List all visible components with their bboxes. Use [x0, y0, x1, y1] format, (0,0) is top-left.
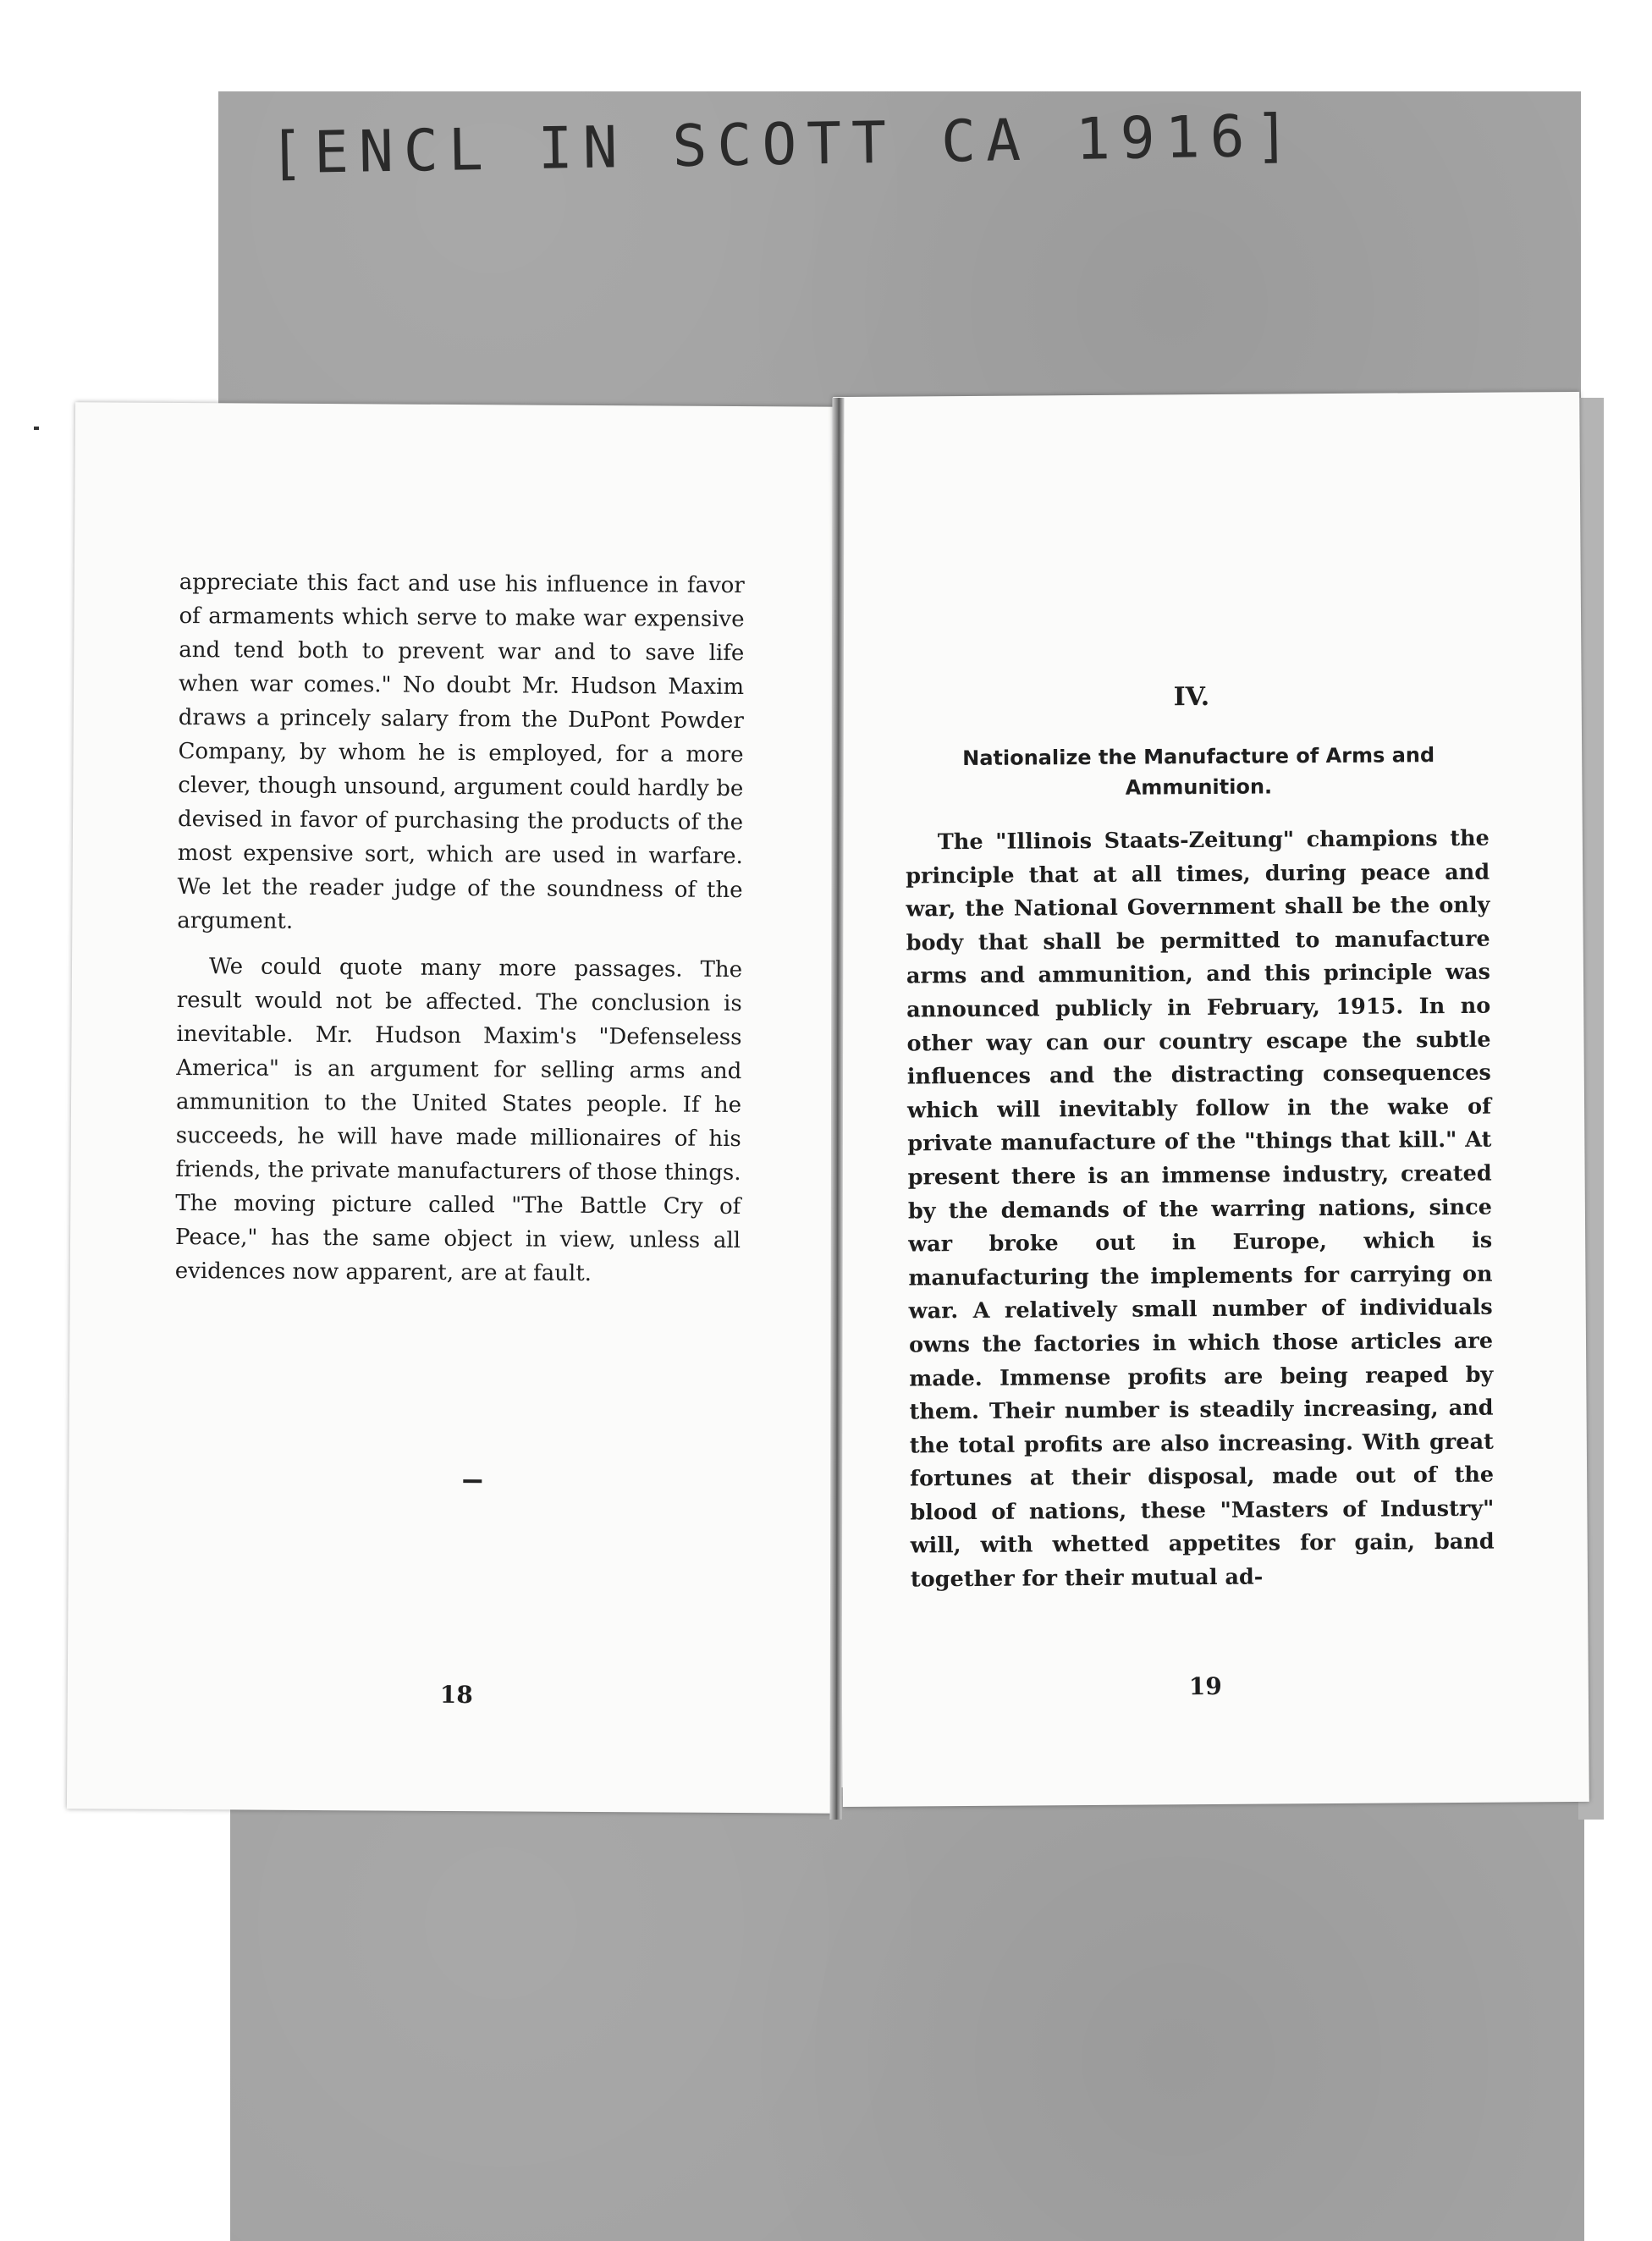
book-gutter	[830, 398, 845, 1820]
scan-speck	[34, 427, 39, 430]
page-number-left: 18	[439, 1680, 473, 1710]
handwritten-note: [ENCL IN SCOTT CA 1916]	[268, 102, 1301, 188]
chapter-numeral: IV.	[1173, 682, 1210, 713]
left-page-body	[175, 565, 745, 1303]
backing-sheet-bottom	[230, 1787, 1584, 2241]
page-number-right: 19	[1188, 1671, 1222, 1701]
right-page-body	[906, 823, 1495, 1609]
left-paragraph-1: appreciate this fact and use his influence in favor of armaments which serve to make war expensive and tend both to prevent war and to save life when war comes." No doubt Mr. Hudson Maxim draws a princely salary from the DuPont Powder Company, by whom he is employed, for a more clever, though unsound, argument could hardly be devised in favor of purchasing the products of the most expensive sort, which are used in warfare. We let the reader judge of the soundness of the argument.	[177, 570, 745, 934]
chapter-title: Nationalize the Manufacture of Arms and Ammunition.	[962, 743, 1435, 800]
left-book-page	[67, 402, 842, 1814]
right-book-page	[833, 392, 1589, 1807]
left-paragraph-2: We could quote many more passages. The result would not be affected. The conclusion is inevitable. Mr. Hudson Maxim's "Defenseless America" is an argument for selling arms and ammunition to the United States people. If he succeeds, he will have made millionaires of his friends, the private manufacturers of those things. The moving picture called "The Battle Cry of Peace," has the same object in view, unless all evidences now apparent, are at fault.	[174, 954, 743, 1286]
right-paragraph-1: The "Illinois Staats-Zeitung" champions the principle that at all times, during peace and war, the National Government shall be the only body that shall be permitted to manufacture arms and ammunition, and this principle was announced publicly in February, 1915. In no other way can our country escape the subtle influences and the distracting consequences which will inevitably follow in the wake of private manufacture of the "things that kill." At present there is an immense industry, created by the demands of the warring nations, since war broke out in Europe, which is manufacturing the implements for carrying on war. A relatively small number of individuals owns the factories in which those articles are made. Immense profits are being reaped by them. Their number is steadily increasing, and the total profits are also increasing. With great fortunes at their disposal, made out of the blood of nations, these "Masters of Industry" will, with whetted appetites for gain, band together for their mutual ad-	[906, 825, 1495, 1593]
dash-mark	[463, 1479, 482, 1483]
